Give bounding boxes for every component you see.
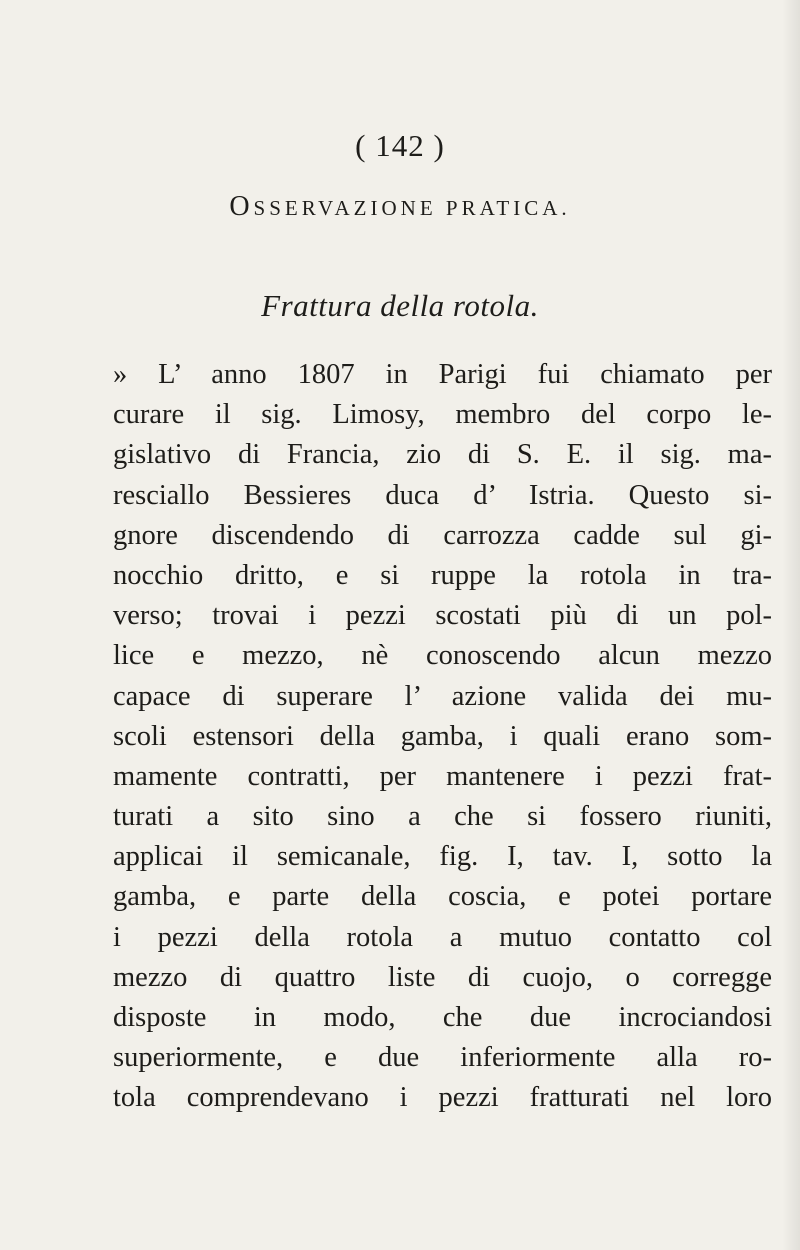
text-line: i pezzi della rotola a mutuo contatto col — [113, 921, 772, 953]
text-line: curare il sig. Limosy, membro del corpo le- — [113, 399, 772, 431]
section-heading-initial: O — [229, 191, 254, 222]
page-edge-shadow — [782, 0, 800, 1250]
page-number: ( 142 ) — [355, 128, 445, 163]
text-line: gamba, e parte della coscia, e potei portare — [113, 881, 772, 913]
text-line: mezzo di quattro liste di cuojo, o corregge — [113, 961, 772, 993]
body-text — [113, 355, 772, 1119]
text-line: » L’ anno 1807 in Parigi fui chiamato per — [113, 359, 772, 390]
text-line: scoli estensori della gamba, i quali erano som- — [113, 720, 772, 752]
text-line: superiormente, e due inferiormente alla ro- — [113, 1042, 772, 1074]
section-subtitle: Frattura della rotola. — [261, 288, 539, 323]
section-heading-text: SSERVAZIONE PRATICA. — [253, 196, 571, 220]
text-line: tola comprendevano i pezzi fratturati nel loro — [113, 1082, 772, 1114]
text-line: lice e mezzo, nè conoscendo alcun mezzo — [113, 640, 772, 672]
text-line: nocchio dritto, e si ruppe la rotola in tra- — [113, 559, 772, 591]
text-line: gislativo di Francia, zio di S. E. il sig. ma- — [113, 439, 772, 471]
text-line: resciallo Bessieres duca d’ Istria. Questo si- — [113, 479, 772, 511]
text-line: turati a sito sino a che si fossero riuniti, — [113, 801, 772, 833]
text-line: mamente contratti, per mantenere i pezzi frat- — [113, 760, 772, 792]
text-line: verso; trovai i pezzi scostati più di un pol- — [113, 600, 772, 632]
text-line: applicai il semicanale, fig. I, tav. I, sotto la — [113, 841, 772, 873]
text-line: disposte in modo, che due incrociandosi — [113, 1002, 772, 1033]
section-heading — [0, 191, 800, 223]
text-line: gnore discendendo di carrozza cadde sul gi- — [113, 519, 772, 551]
text-line: capace di superare l’ azione valida dei mu- — [113, 680, 772, 712]
